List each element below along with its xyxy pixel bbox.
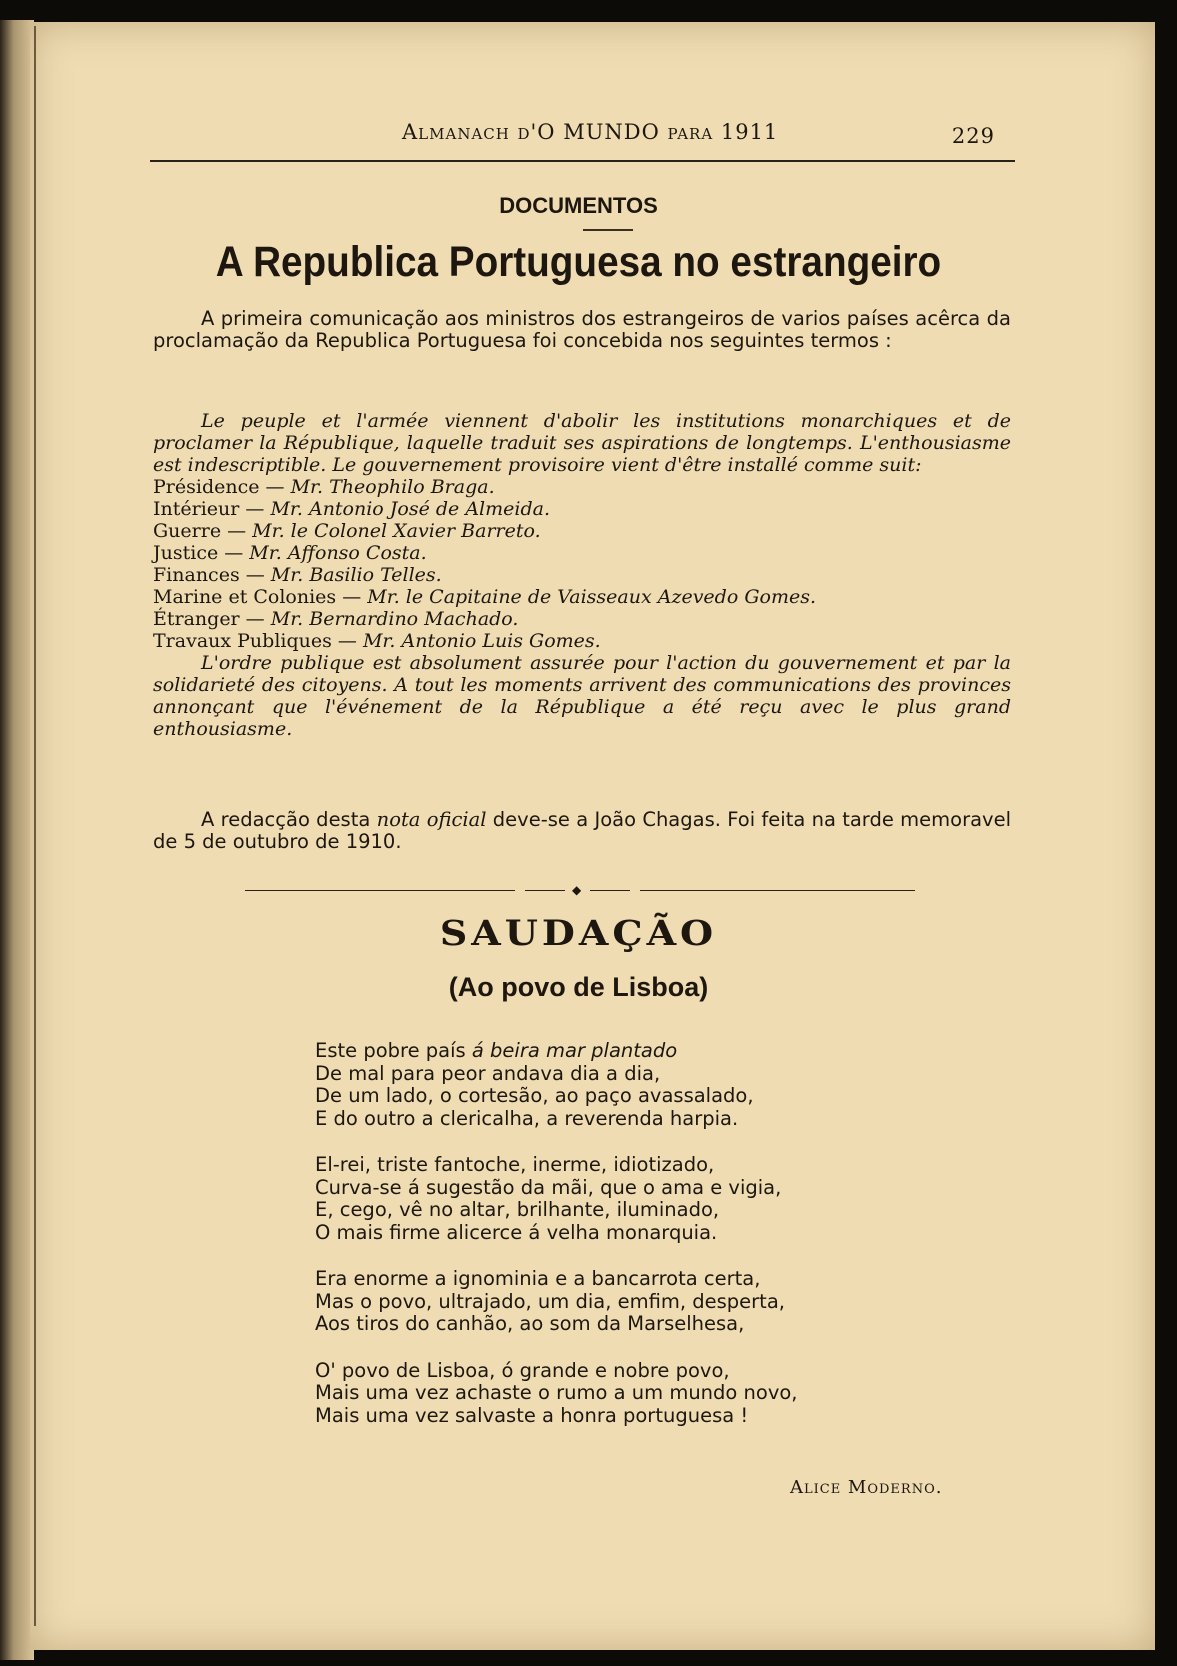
poem-stanza xyxy=(315,1040,875,1130)
minister-line xyxy=(153,476,1011,498)
minister-line xyxy=(153,542,1011,564)
note-text-after: deve-se a João Chagas. Foi feita na tarde memoravel de 5 de outubro de 1910. xyxy=(153,808,1012,853)
title-rule xyxy=(583,229,633,231)
minister-post: Intérieur — xyxy=(153,498,265,520)
minister-name: Mr. Basilio Telles. xyxy=(270,564,442,586)
minister-name: Mr. le Capitaine de Vaisseaux Azevedo Gomes. xyxy=(367,586,816,608)
minister-name: Mr. le Colonel Xavier Barreto. xyxy=(252,520,541,542)
poem-title: SAUDAÇÃO xyxy=(439,911,718,954)
minister-name: Mr. Antonio Luis Gomes. xyxy=(362,630,601,652)
poem-verse: De um lado, o cortesão, ao paço avassalado, xyxy=(315,1084,754,1107)
minister-line xyxy=(153,630,1011,652)
minister-post: Marine et Colonies — xyxy=(153,586,362,608)
poem-verse: Curva-se á sugestão da mãi, que o ama e vigia, xyxy=(315,1175,782,1199)
poem-verse: Mas o povo, ultrajado, um dia, emfim, desperta, xyxy=(315,1289,785,1313)
note-italic: nota oficial xyxy=(376,808,487,831)
minister-name: Mr. Antonio José de Almeida. xyxy=(270,498,550,520)
divider-line-mid-right xyxy=(590,890,630,891)
minister-line xyxy=(153,564,1011,586)
running-title: Almanach d'O MUNDO para 1911 xyxy=(402,120,779,144)
poem-verse: Mais uma vez salvaste a honra portuguesa ! xyxy=(315,1403,749,1427)
article-intro: A primeira comunicação aos ministros dos estrangeiros de varios países acêrca da proclamação da Republica Portuguesa foi concebida nos seguintes termos : xyxy=(153,307,1011,352)
divider-line-right xyxy=(640,890,915,891)
poem-verse: De mal para peor andava dia a dia, xyxy=(315,1061,661,1085)
poem-subtitle: (Ao povo de Lisboa) xyxy=(448,972,709,1002)
minister-post: Finances — xyxy=(153,564,265,586)
header-rule xyxy=(150,160,1015,162)
minister-line xyxy=(153,608,1011,630)
minister-post: Présidence — xyxy=(153,476,285,498)
minister-post: Justice — xyxy=(153,542,244,564)
verse-text: Este pobre país xyxy=(315,1039,466,1062)
french-opening: Le peuple et l'armée viennent d'abolir les institutions monarchiques et de proclamer la République, laquelle traduit ses aspirations de longtemps. L'enthousiasme est indescriptible. Le gouvernement provisoire vient d'être installé comme suit: xyxy=(153,410,1011,476)
poem-stanza xyxy=(315,1268,875,1336)
verse-italic: á beira mar plantado xyxy=(471,1039,678,1062)
poem-verse: Aos tiros do canhão, ao som da Marselhesa, xyxy=(315,1312,745,1335)
minister-name: Mr. Bernardino Machado. xyxy=(270,608,519,630)
french-communication xyxy=(153,410,1011,740)
poem-author: Alice Moderno. xyxy=(790,1477,943,1498)
editorial-note xyxy=(153,809,1011,853)
poem-verse: E, cego, vê no altar, brilhante, iluminado, xyxy=(315,1198,720,1221)
note-text-before: A redacção desta xyxy=(201,808,371,831)
divider-line-mid-left xyxy=(525,890,565,891)
poem-verse: O' povo de Lisboa, ó grande e nobre povo, xyxy=(315,1358,730,1382)
poem-verse: Mais uma vez achaste o rumo a um mundo novo, xyxy=(315,1381,798,1404)
book-spine-edge xyxy=(0,20,34,1660)
poem-verse: Era enorme a ignominia e a bancarrota certa, xyxy=(315,1267,761,1290)
poem-stanza xyxy=(315,1360,875,1428)
page-number: 229 xyxy=(951,124,995,148)
poem-verse xyxy=(315,1040,875,1063)
french-closing: L'ordre publique est absolument assurée pour l'action du gouvernement et par la solidarieté des citoyens. A tout les moments arrivent des communications des provinces annonçant que l'événement de la République a été reçu avec le plus grand enthousiasme. xyxy=(153,652,1011,740)
section-label: DOCUMENTOS xyxy=(499,193,658,218)
minister-name: Mr. Affonso Costa. xyxy=(249,542,427,564)
minister-post: Étranger — xyxy=(153,608,265,630)
article-title: A Republica Portuguesa no estrangeiro xyxy=(215,238,942,286)
minister-post: Guerre — xyxy=(153,520,247,542)
divider-line-left xyxy=(245,890,515,891)
poem-verse: E do outro a clericalha, a reverenda harpia. xyxy=(315,1106,739,1130)
minister-post: Travaux Publiques — xyxy=(153,630,357,652)
page-border-line xyxy=(34,26,36,1626)
poem-body xyxy=(315,1040,875,1451)
poem-verse: O mais firme alicerce á velha monarquia. xyxy=(315,1220,718,1244)
poem-stanza xyxy=(315,1154,875,1244)
poem-verse: El-rei, triste fantoche, inerme, idiotizado, xyxy=(315,1153,715,1176)
minister-line xyxy=(153,498,1011,520)
minister-name: Mr. Theophilo Braga. xyxy=(290,476,495,498)
ornamental-divider xyxy=(245,883,915,897)
minister-line xyxy=(153,586,1011,608)
minister-line xyxy=(153,520,1011,542)
diamond-ornament-icon: ◆ xyxy=(572,883,582,897)
